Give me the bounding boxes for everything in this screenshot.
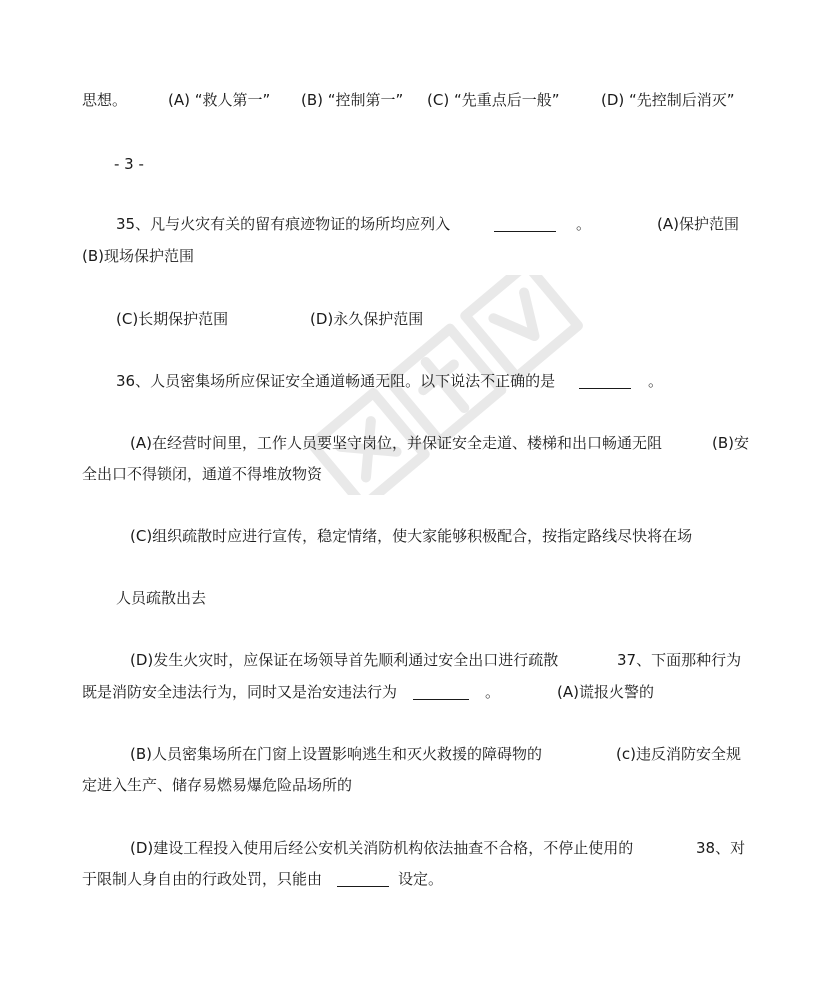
question-end: 。 — [648, 372, 664, 390]
option-a: (A) “救人第一” — [168, 91, 271, 109]
answer-blank — [337, 872, 389, 887]
question-end: 。 — [485, 683, 501, 701]
option-b: (B)现场保护范围 — [82, 247, 194, 265]
question-text: 既是消防安全违法行为，同时又是治安违法行为 — [82, 683, 398, 701]
question-end: 设定。 — [398, 870, 444, 888]
option-c-continued: 定进入生产、储存易燃易爆危险品场所的 — [82, 776, 353, 794]
option-d: (D)永久保护范围 — [310, 310, 424, 328]
option-b: (B)人员密集场所在门窗上设置影响逃生和灭火救援的障碍物的 — [130, 745, 542, 763]
question-37-start: 37、下面那种行为 — [617, 651, 742, 669]
option-b: (B) “控制第一” — [301, 91, 404, 109]
question-end: 。 — [576, 215, 592, 233]
question-38-start: 38、对 — [696, 839, 746, 857]
answer-blank — [579, 374, 631, 389]
text-fragment: 思想。 — [82, 91, 128, 109]
option-b: (B)安 — [712, 434, 749, 452]
page-number: - 3 - — [114, 155, 144, 173]
option-d: (D) “先控制后消灭” — [601, 91, 735, 109]
option-b-continued: 全出口不得锁闭，通道不得堆放物资 — [82, 465, 323, 483]
option-a: (A)在经营时间里，工作人员要坚守岗位，并保证安全走道、楼梯和出口畅通无阻 — [130, 434, 662, 452]
answer-blank — [494, 217, 556, 232]
option-a: (A)谎报火警的 — [557, 683, 654, 701]
question-text: 35、凡与火灾有关的留有痕迹物证的场所均应列入 — [116, 215, 451, 233]
option-c: (C)组织疏散时应进行宣传，稳定情绪，使大家能够积极配合，按指定路线尽快将在场 — [130, 527, 693, 545]
option-c: (c)违反消防安全规 — [616, 745, 741, 763]
option-c: (C)长期保护范围 — [116, 310, 229, 328]
answer-blank — [413, 685, 469, 700]
option-d: (D)建设工程投入使用后经公安机关消防机构依法抽查不合格，不停止使用的 — [130, 839, 634, 857]
option-a: (A)保护范围 — [657, 215, 739, 233]
option-c: (C) “先重点后一般” — [427, 91, 560, 109]
option-d: (D)发生火灾时，应保证在场领导首先顺利通过安全出口进行疏散 — [130, 651, 559, 669]
question-text: 于限制人身自由的行政处罚，只能由 — [82, 870, 323, 888]
option-c-continued: 人员疏散出去 — [116, 589, 207, 607]
question-text: 36、人员密集场所应保证安全通道畅通无阻。以下说法不正确的是 — [116, 372, 556, 390]
